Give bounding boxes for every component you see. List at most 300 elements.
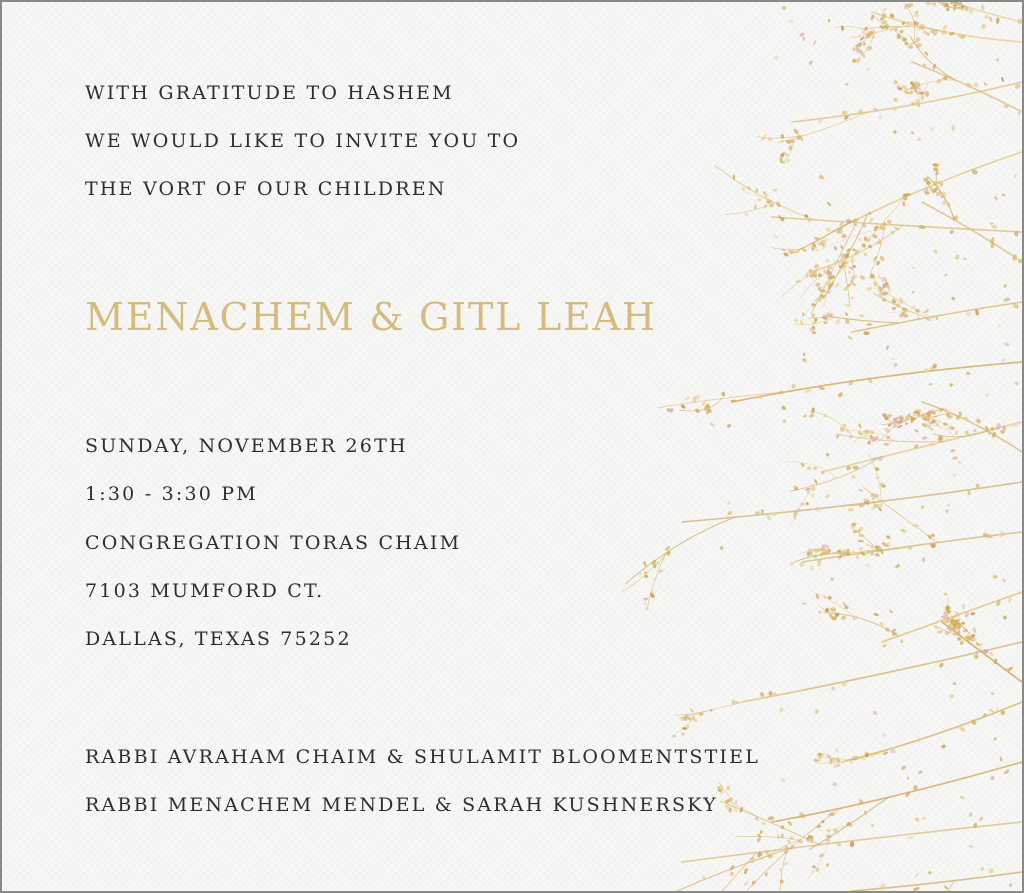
leaf — [689, 708, 694, 714]
leaf — [779, 707, 784, 713]
leaf — [868, 217, 874, 224]
branch — [640, 852, 757, 891]
leaf — [767, 816, 774, 821]
leaf — [878, 114, 883, 120]
leaf — [996, 17, 1000, 24]
leaf — [942, 422, 948, 427]
event-street: 7103 MUMFORD CT. — [85, 580, 325, 602]
leaf — [955, 430, 959, 435]
leaf — [823, 321, 828, 324]
leaf — [975, 418, 981, 424]
leaf — [897, 424, 903, 428]
leaf — [929, 383, 933, 386]
leaf — [814, 247, 820, 252]
leaf — [942, 24, 948, 31]
leaf — [981, 867, 984, 871]
leaf — [815, 709, 819, 714]
leaf — [924, 308, 930, 314]
leaf — [866, 286, 872, 291]
leaf — [795, 280, 800, 282]
leaf — [892, 423, 898, 429]
leaf — [836, 763, 841, 768]
leaf — [741, 187, 746, 192]
leaf — [884, 627, 890, 633]
leaf — [949, 694, 953, 698]
leaf — [643, 571, 648, 575]
leaf — [858, 423, 862, 428]
leaf — [782, 419, 786, 423]
leaf — [922, 557, 926, 563]
leaf — [783, 861, 788, 866]
leaf — [999, 756, 1002, 762]
leaf — [922, 436, 928, 440]
intro-line-1: WITH GRATITUDE TO HASHEM — [85, 82, 454, 104]
leaf — [818, 120, 822, 123]
leaf — [859, 547, 863, 551]
branch — [852, 872, 1022, 891]
leaf — [818, 610, 823, 615]
leaf — [967, 491, 971, 496]
leaf — [989, 652, 994, 657]
leaf — [864, 26, 868, 31]
leaf — [963, 257, 967, 260]
leaf — [802, 602, 807, 605]
leaf — [931, 533, 935, 537]
leaf — [845, 304, 850, 308]
leaf — [950, 449, 956, 453]
leaf — [764, 204, 767, 209]
leaf — [826, 201, 831, 206]
leaf — [941, 744, 947, 749]
leaf — [818, 757, 821, 763]
leaf — [996, 323, 1001, 328]
leaf — [885, 535, 891, 540]
leaf — [845, 83, 849, 86]
leaf — [900, 528, 906, 533]
leaf — [812, 331, 816, 333]
leaf — [1003, 768, 1010, 774]
leaf — [825, 493, 830, 499]
leaf — [937, 630, 943, 634]
leaf — [772, 188, 778, 192]
leaf — [828, 19, 831, 23]
leaf — [851, 475, 855, 479]
branch — [792, 82, 1022, 122]
leaf — [914, 817, 920, 823]
leaf — [883, 427, 890, 434]
leaf — [845, 312, 848, 316]
leaf — [859, 275, 866, 281]
leaf — [1008, 597, 1012, 604]
leaf — [991, 224, 998, 230]
leaf — [938, 662, 944, 668]
leaf — [957, 461, 961, 465]
leaf — [949, 229, 954, 234]
leaf — [786, 159, 790, 163]
leaf — [880, 883, 886, 891]
leaf — [874, 466, 880, 472]
branch — [922, 402, 1022, 452]
leaf — [947, 504, 950, 507]
leaf — [893, 79, 899, 85]
leaf — [946, 201, 951, 208]
branch — [658, 392, 786, 408]
leaf — [882, 7, 887, 11]
couple-names: MENACHEM & GITL LEAH — [85, 295, 657, 339]
leaf — [944, 592, 948, 596]
leaf — [894, 26, 898, 31]
leaf — [685, 714, 689, 720]
leaf — [863, 54, 866, 58]
leaf — [880, 622, 884, 626]
intro-line-3: THE VORT OF OUR CHILDREN — [85, 178, 447, 200]
leaf — [745, 213, 749, 216]
branch — [732, 362, 1022, 402]
leaf — [915, 11, 919, 14]
leaf — [933, 249, 937, 254]
leaf — [904, 3, 907, 9]
leaf — [923, 422, 928, 428]
leaf — [837, 391, 844, 398]
leaf — [976, 484, 980, 488]
leaf — [781, 778, 786, 782]
leaf — [857, 237, 864, 243]
leaf — [835, 282, 840, 288]
leaf — [893, 363, 898, 368]
leaf — [892, 306, 897, 310]
leaf — [831, 686, 835, 691]
leaf — [814, 236, 821, 240]
leaf — [801, 357, 807, 363]
leaf — [990, 775, 995, 781]
branch — [721, 801, 820, 845]
leaf — [970, 612, 975, 616]
leaf — [879, 255, 885, 262]
leaf — [833, 763, 837, 769]
leaf — [900, 639, 904, 643]
host-family-1: RABBI AVRAHAM CHAIM & SHULAMIT BLOOMENTSTIEL — [85, 746, 761, 768]
leaf — [980, 4, 984, 10]
leaf — [808, 60, 813, 66]
leaf — [810, 869, 815, 874]
leaf — [773, 234, 779, 239]
leaf — [858, 314, 864, 318]
leaf — [906, 776, 910, 780]
leaf — [914, 429, 919, 434]
leaf — [911, 131, 915, 135]
leaf — [1001, 358, 1005, 363]
leaf — [823, 595, 827, 600]
leaf — [989, 16, 993, 22]
leaf — [983, 82, 988, 87]
leaf — [872, 710, 878, 716]
leaf — [944, 273, 948, 277]
branch — [777, 112, 868, 143]
leaf — [884, 23, 891, 29]
leaf — [726, 423, 732, 428]
leaf — [788, 19, 794, 23]
leaf — [1009, 883, 1012, 887]
leaf — [867, 440, 872, 445]
leaf — [911, 290, 915, 294]
leaf — [953, 682, 957, 685]
leaf — [875, 493, 879, 497]
leaf — [759, 691, 764, 697]
branch — [772, 762, 1022, 822]
leaf — [900, 765, 907, 771]
leaf — [993, 736, 997, 741]
leaf — [1003, 615, 1008, 620]
branch — [791, 458, 879, 492]
leaf — [875, 476, 880, 480]
leaf — [873, 613, 879, 617]
leaf — [889, 609, 894, 614]
leaf — [918, 225, 925, 230]
leaf — [812, 865, 815, 868]
leaf — [774, 56, 779, 60]
leaf — [836, 433, 840, 439]
leaf — [866, 543, 871, 547]
branch — [807, 225, 903, 272]
leaf — [789, 836, 793, 841]
leaf — [791, 384, 796, 389]
leaf — [779, 879, 784, 884]
leaf — [825, 452, 830, 457]
leaf — [957, 637, 961, 641]
leaf — [681, 732, 686, 736]
leaf — [902, 201, 906, 207]
leaf — [999, 531, 1004, 537]
leaf — [912, 266, 916, 270]
leaf — [894, 98, 898, 102]
leaf — [988, 867, 994, 874]
leaf — [945, 509, 949, 513]
branch — [942, 622, 1022, 682]
leaf — [768, 854, 773, 858]
leaf — [863, 252, 867, 257]
leaf — [972, 428, 976, 433]
leaf — [1001, 193, 1006, 197]
leaf — [858, 489, 863, 493]
leaf — [918, 770, 923, 775]
leaf — [832, 782, 837, 787]
leaf — [969, 812, 973, 817]
leaf — [886, 345, 890, 351]
leaf — [834, 318, 840, 325]
leaf — [993, 575, 998, 579]
leaf — [910, 305, 916, 309]
leaf — [872, 255, 878, 261]
event-time: 1:30 - 3:30 PM — [85, 483, 258, 505]
leaf — [847, 335, 853, 340]
leaf — [664, 545, 671, 552]
leaf — [813, 479, 818, 485]
leaf — [830, 577, 834, 581]
leaf — [734, 800, 738, 805]
leaf — [760, 830, 763, 834]
leaf — [827, 595, 832, 600]
leaf — [1003, 297, 1011, 303]
leaf — [952, 456, 958, 461]
leaf — [754, 204, 758, 209]
leaf — [822, 316, 828, 320]
leaf — [922, 817, 926, 820]
leaf — [962, 604, 965, 610]
leaf — [809, 565, 815, 572]
leaf — [1014, 173, 1017, 178]
leaf — [743, 880, 750, 887]
leaf — [870, 544, 875, 550]
leaf — [788, 145, 793, 150]
leaf — [851, 297, 855, 300]
leaf — [811, 493, 815, 498]
leaf — [886, 435, 890, 440]
leaf — [856, 554, 860, 559]
leaf — [721, 392, 725, 397]
leaf — [729, 871, 734, 876]
leaf — [842, 424, 846, 428]
leaf — [835, 748, 839, 753]
leaf — [809, 413, 814, 419]
leaf — [990, 692, 994, 696]
leaf — [710, 422, 715, 427]
leaf — [848, 270, 852, 275]
branch — [682, 482, 1022, 522]
leaf — [771, 511, 778, 517]
leaf — [803, 352, 806, 356]
leaf — [874, 553, 880, 558]
leaf — [882, 732, 887, 737]
leaf — [862, 31, 866, 35]
event-date: SUNDAY, NOVEMBER 26TH — [85, 435, 408, 457]
leaf — [761, 821, 766, 825]
leaf — [1004, 342, 1010, 347]
leaf — [883, 443, 889, 446]
leaf — [802, 36, 805, 41]
leaf — [863, 331, 869, 335]
intro-line-2: WE WOULD LIKE TO INVITE YOU TO — [85, 130, 521, 152]
leaf — [870, 824, 875, 828]
leaf — [876, 260, 881, 266]
leaf — [719, 546, 724, 551]
branch — [626, 517, 735, 584]
leaf — [825, 226, 832, 233]
leaf — [833, 246, 837, 251]
leaf — [815, 282, 821, 288]
leaf — [757, 198, 761, 201]
leaf — [928, 871, 932, 875]
leaf — [969, 845, 973, 848]
leaf — [933, 163, 939, 167]
leaf — [1017, 18, 1022, 25]
leaf — [852, 47, 856, 51]
event-venue: CONGREGATION TORAS CHAIM — [85, 532, 462, 554]
leaf — [848, 507, 854, 512]
leaf — [921, 505, 924, 509]
leaf — [941, 199, 947, 206]
leaf — [996, 58, 999, 62]
leaf — [907, 835, 914, 840]
branch — [842, 702, 1022, 762]
leaf — [826, 863, 828, 867]
leaf — [787, 820, 793, 826]
leaf — [929, 126, 935, 132]
leaf — [1015, 381, 1019, 385]
leaf — [866, 67, 871, 71]
leaf — [902, 308, 906, 311]
leaf — [793, 128, 799, 135]
leaf — [909, 90, 914, 95]
leaf — [959, 795, 965, 800]
leaf — [1000, 76, 1004, 82]
leaf — [661, 556, 665, 562]
leaf — [790, 562, 794, 566]
leaf — [672, 735, 677, 737]
leaf — [966, 372, 970, 375]
leaf — [851, 58, 856, 64]
leaf — [896, 33, 902, 40]
event-city: DALLAS, TEXAS 75252 — [85, 628, 352, 650]
leaf — [979, 816, 983, 821]
leaf — [863, 42, 867, 46]
leaf — [891, 358, 895, 360]
leaf — [991, 431, 997, 438]
leaf — [981, 23, 987, 29]
leaf — [882, 644, 886, 648]
leaf — [951, 296, 956, 301]
leaf — [813, 40, 817, 45]
leaf — [653, 577, 657, 580]
leaf — [954, 254, 960, 261]
leaf — [782, 248, 786, 251]
leaf — [895, 563, 901, 569]
leaf — [951, 125, 954, 130]
leaf — [973, 82, 979, 88]
leaf — [794, 318, 798, 323]
leaf — [781, 405, 787, 411]
leaf — [817, 272, 822, 277]
leaf — [777, 834, 781, 839]
leaf — [944, 630, 950, 636]
leaf — [913, 886, 920, 891]
leaf — [913, 524, 919, 528]
leaf — [917, 137, 922, 141]
leaf — [913, 13, 919, 17]
leaf — [733, 174, 736, 180]
leaf — [952, 472, 956, 477]
leaf — [989, 709, 994, 713]
leaf — [959, 640, 964, 646]
leaf — [643, 561, 647, 567]
leaf — [825, 258, 830, 263]
leaf — [802, 312, 805, 316]
leaf — [727, 500, 731, 505]
leaf — [899, 29, 904, 34]
branch — [810, 412, 853, 437]
leaf — [985, 393, 989, 398]
leaf — [915, 308, 921, 313]
leaf — [848, 379, 854, 386]
leaf — [643, 597, 649, 601]
leaf — [924, 90, 929, 97]
leaf — [904, 421, 908, 426]
leaf — [917, 737, 922, 742]
leaf — [803, 414, 808, 418]
host-family-2: RABBI MENACHEM MENDEL & SARAH KUSHNERSKY — [85, 794, 718, 816]
leaf — [1002, 578, 1006, 582]
leaf — [966, 311, 972, 317]
branch — [911, 37, 957, 81]
